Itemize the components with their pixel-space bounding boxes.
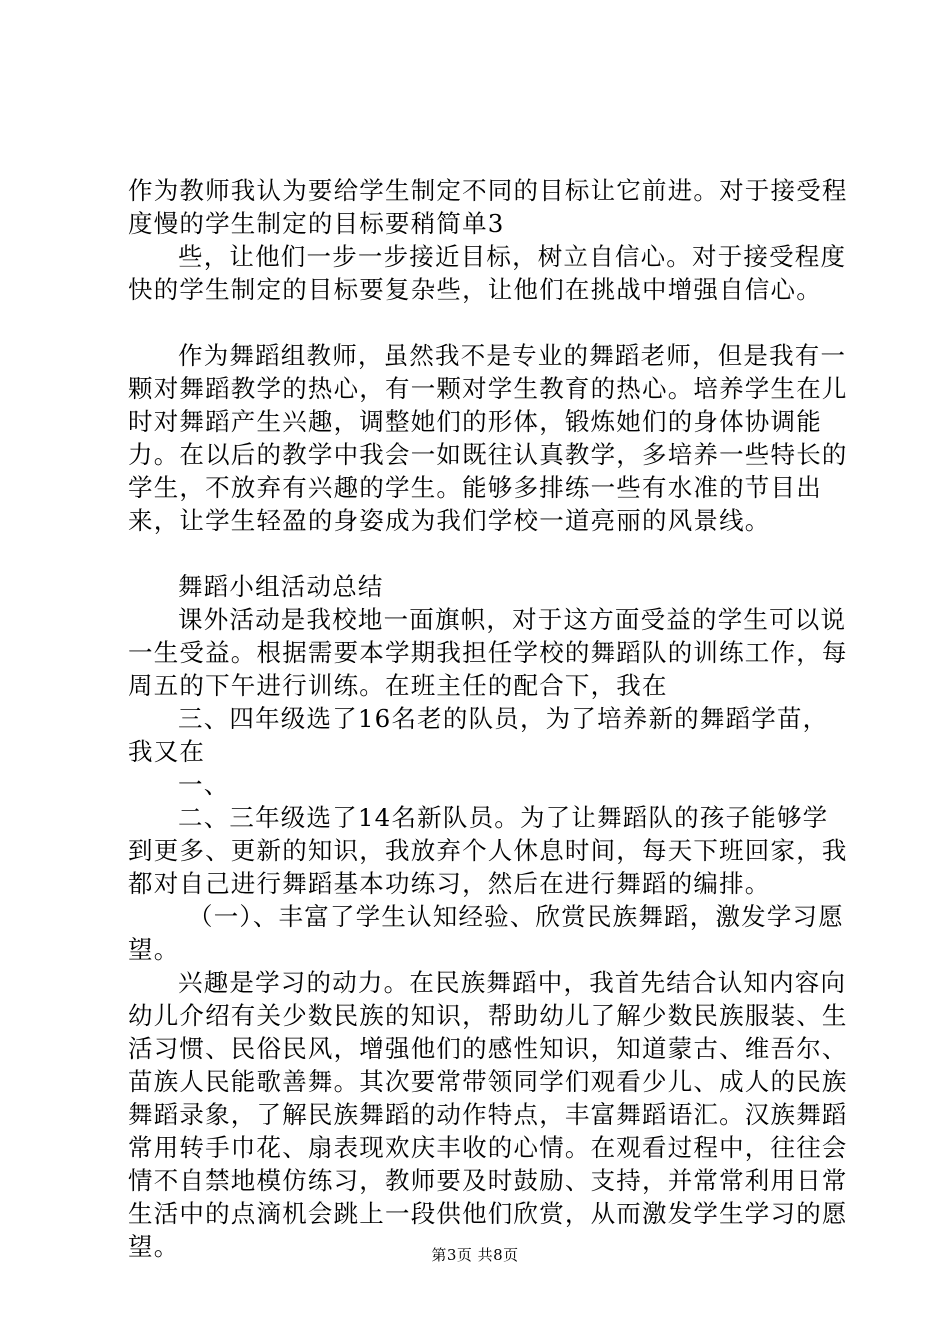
paragraph-grade-one: 一、	[178, 770, 230, 799]
section-title: 舞蹈小组活动总结	[178, 572, 384, 601]
document-body	[128, 174, 848, 1263]
paragraph-grade-two-three: 二、三年级选了14名新队员。为了让舞蹈队的孩子能够学到更多、更新的知识，我放弃个人休息时间，每天下班回家，我都对自己进行舞蹈基本功练习，然后在进行舞蹈的编排。	[128, 803, 848, 898]
paragraph-dance-teacher: 作为舞蹈组教师，虽然我不是专业的舞蹈老师，但是我有一颗对舞蹈教学的热心，有一颗对学生教育的热心。培养学生在儿时对舞蹈产生兴趣，调整她们的形体，锻炼她们的身体协调能力。在以后的教学中我会一如既往认真教学，多培养一些特长的学生，不放弃有兴趣的学生。能够多排练一些有水准的节目出来，让学生轻盈的身姿成为我们学校一道亮丽的风景线。	[128, 341, 848, 535]
paragraph-spacer	[128, 537, 848, 570]
paragraph-interest: 兴趣是学习的动力。在民族舞蹈中，我首先结合认知内容向幼儿介绍有关少数民族的知识，帮助幼儿了解少数民族服装、生活习惯、民俗民风，增强他们的感性知识，知道蒙古、维吾尔、苗族人民能歌善舞。其次要常带领同学们观看少儿、成人的民族舞蹈录象，了解民族舞蹈的动作特点，丰富舞蹈语汇。汉族舞蹈常用转手巾花、扇表现欢庆丰收的心情。在观看过程中，往往会情不自禁地模仿练习，教师要及时鼓励、支持，并常常利用日常生活中的点滴机会跳上一段供他们欣赏，从而激发学生学习的愿望。	[128, 968, 848, 1261]
paragraph-goals-continued: 些，让他们一步一步接近目标，树立自信心。对于接受程度快的学生制定的目标要复杂些，让他们在挑战中增强自信心。	[128, 242, 847, 304]
subsection-heading: （一）、丰富了学生认知经验、欣赏民族舞蹈，激发学习愿望。	[128, 902, 844, 964]
paragraph-extracurricular: 课外活动是我校地一面旗帜，对于这方面受益的学生可以说一生受益。根据需要本学期我担任学校的舞蹈队的训练工作，每周五的下午进行训练。在班主任的配合下，我在	[128, 605, 848, 700]
paragraph-goals-intro: 作为教师我认为要给学生制定不同的目标让它前进。对于接受程度慢的学生制定的目标要稍简单3	[128, 176, 848, 238]
page-footer: 第3页 共8页	[431, 1246, 519, 1264]
paragraph-grade-three-four: 三、四年级选了16名老的队员，为了培养新的舞蹈学苗，我又在	[128, 704, 829, 766]
paragraph-spacer	[128, 306, 848, 339]
